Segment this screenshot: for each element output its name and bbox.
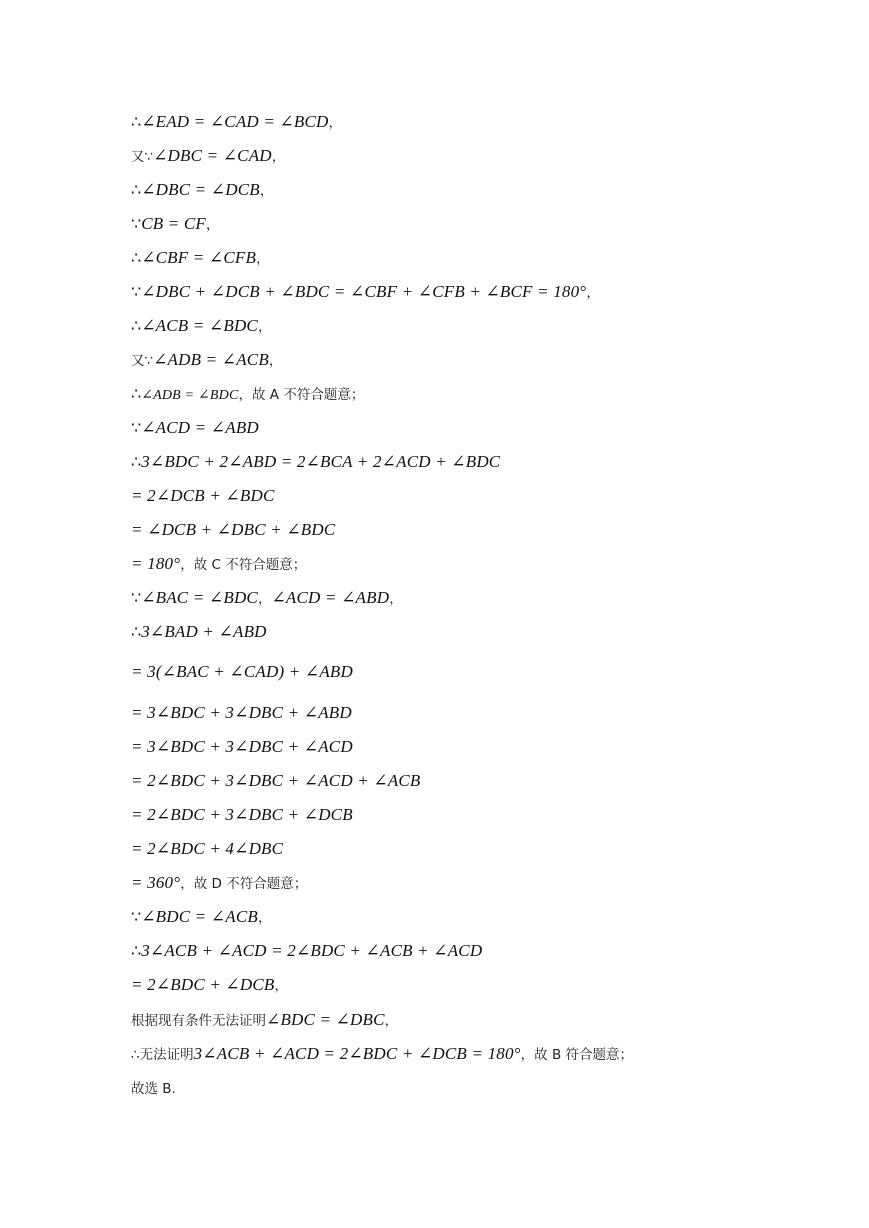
line-math: ∠ADB = ∠BDC: [141, 388, 239, 403]
line-math: ∠DBC = ∠DCB: [141, 180, 260, 199]
proof-line-28: [131, 1039, 633, 1069]
proof-line-1: [131, 107, 342, 137]
proof-line-7: [131, 311, 271, 341]
line-prefix: ∴: [131, 452, 142, 471]
line-suffix: ，故 C 不符合题意；: [180, 557, 307, 573]
line-math: = 2∠BDC + ∠DCB: [131, 975, 275, 994]
line-math: = 3∠BDC + 3∠DBC + ∠ACD: [131, 737, 353, 756]
line-math: ∠BDC = ∠DBC: [266, 1010, 385, 1029]
proof-line-16: [131, 617, 267, 647]
proof-line-8: [131, 345, 282, 375]
line-math: ∠ACB = ∠BDC: [141, 316, 258, 335]
line-prefix: ∵: [131, 418, 142, 437]
line-math: ∠ADB = ∠ACB: [153, 350, 269, 369]
proof-line-3: [131, 175, 273, 205]
line-suffix: ，: [206, 217, 220, 233]
proof-line-5: [131, 243, 270, 273]
line-suffix: ，: [257, 319, 272, 335]
line-math: 3∠BDC + 2∠ABD = 2∠BCA + 2∠ACD + ∠BDC: [141, 452, 501, 471]
line-prefix: ∵: [131, 588, 142, 607]
proof-line-14: [131, 549, 306, 579]
line-math: = 180°: [131, 554, 181, 573]
proof-line-2: [131, 141, 285, 171]
proof-line-11: [131, 447, 500, 477]
line-prefix: ∴: [131, 622, 142, 641]
line-prefix: 又∵: [131, 149, 154, 165]
line-suffix: ，故 A 不符合题意；: [238, 387, 365, 403]
proof-line-24: [131, 902, 271, 932]
proof-line-4: [131, 209, 220, 239]
line-math: = 2∠BDC + 4∠DBC: [131, 839, 284, 858]
line-math: = ∠DCB + ∠DBC + ∠BDC: [131, 520, 336, 539]
line-prefix: ∴: [131, 384, 142, 403]
line-prefix: ∵: [131, 907, 142, 926]
line-math: = 2∠DCB + ∠BDC: [131, 486, 275, 505]
proof-line-21: [131, 800, 353, 830]
proof-line-13: [131, 515, 335, 545]
line-suffix: ，: [257, 591, 272, 607]
line-prefix: ∵: [131, 282, 142, 301]
line-math: ∠DBC = ∠CAD: [153, 146, 272, 165]
line-suffix: ，: [268, 353, 283, 369]
line-prefix: ∴: [131, 112, 142, 131]
proof-line-29: [131, 1073, 176, 1103]
line-math: 3∠ACB + ∠ACD = 2∠BDC + ∠DCB = 180°: [193, 1044, 521, 1063]
proof-line-12: [131, 481, 274, 511]
line-prefix: ∴: [131, 316, 142, 335]
line-math: ∠BDC = ∠ACB: [141, 907, 258, 926]
proof-line-9: [131, 379, 364, 409]
line-suffix: ，: [274, 978, 288, 994]
line-math-second: ∠ACD = ∠ABD: [271, 588, 390, 607]
line-math: ∠CBF = ∠CFB: [141, 248, 257, 267]
line-suffix: ，: [384, 1013, 399, 1029]
line-math: ∠EAD = ∠CAD = ∠BCD: [141, 112, 329, 131]
proof-line-23: [131, 868, 307, 898]
line-math: = 2∠BDC + 3∠DBC + ∠DCB: [131, 805, 353, 824]
line-math: = 3∠BDC + 3∠DBC + ∠ABD: [131, 703, 352, 722]
proof-line-22: [131, 834, 283, 864]
line-suffix: ，故 B 符合题意；: [520, 1047, 634, 1063]
line-prefix: ∴: [131, 941, 142, 960]
line-prefix: ∴: [131, 180, 142, 199]
line-prefix: 故选 B.: [131, 1081, 176, 1097]
line-prefix: 根据现有条件无法证明: [131, 1013, 266, 1029]
line-suffix: ，: [257, 910, 272, 926]
proof-line-27: [131, 1005, 398, 1035]
line-prefix: 又∵: [131, 353, 154, 369]
line-prefix: ∴无法证明: [131, 1047, 194, 1063]
line-prefix: ∵: [131, 214, 142, 233]
line-math: CB = CF: [141, 214, 207, 233]
line-math: = 3(∠BAC + ∠CAD) + ∠ABD: [131, 662, 353, 681]
line-suffix: ，故 D 不符合题意；: [180, 876, 308, 892]
line-math: = 2∠BDC + 3∠DBC + ∠ACD + ∠ACB: [131, 771, 421, 790]
proof-line-19: [131, 732, 353, 762]
line-suffix: ，: [271, 149, 286, 165]
proof-line-15: [131, 583, 403, 613]
proof-line-20: [131, 766, 421, 796]
line-prefix: ∴: [131, 248, 142, 267]
proof-line-17: [131, 657, 353, 687]
line-suffix: ，: [256, 251, 270, 267]
line-suffix: ，: [328, 115, 343, 131]
proof-line-18: [131, 698, 352, 728]
proof-line-26: [131, 970, 288, 1000]
line-math: ∠BAC = ∠BDC: [141, 588, 258, 607]
line-math: 3∠ACB + ∠ACD = 2∠BDC + ∠ACB + ∠ACD: [141, 941, 483, 960]
line-math: 3∠BAD + ∠ABD: [141, 622, 267, 641]
proof-line-25: [131, 936, 482, 966]
line-math: = 360°: [131, 873, 181, 892]
proof-line-6: [131, 277, 600, 307]
line-math: ∠DBC + ∠DCB + ∠BDC = ∠CBF + ∠CFB + ∠BCF = 180°: [141, 282, 587, 301]
proof-line-10: [131, 413, 259, 443]
line-math: ∠ACD = ∠ABD: [141, 418, 259, 437]
line-suffix: ，: [586, 285, 600, 301]
line-suffix-second: ，: [389, 591, 403, 607]
line-suffix: ，: [259, 183, 274, 199]
